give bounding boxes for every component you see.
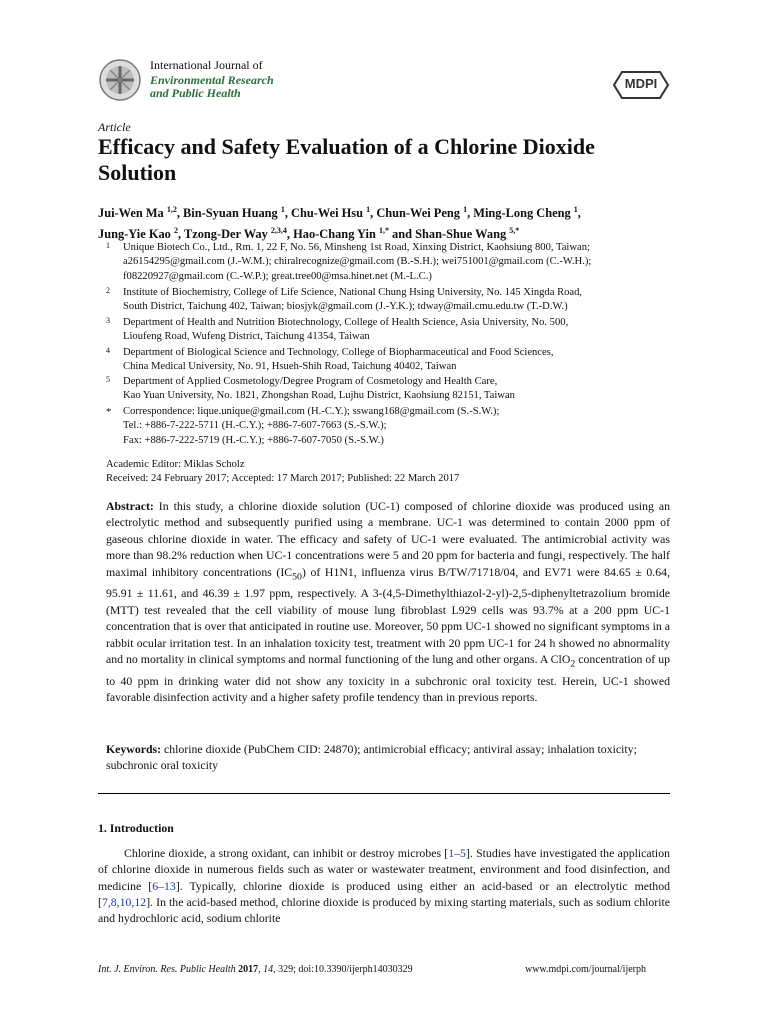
abstract-label: Abstract: <box>106 499 154 513</box>
author-name: Chun-Wei Peng <box>376 206 464 221</box>
author-separator: , <box>177 227 184 242</box>
affiliation-1 <box>98 241 678 284</box>
academic-editor: Academic Editor: Miklas Scholz <box>106 459 245 470</box>
author-separator: and <box>388 227 416 242</box>
author-affiliation-sup: 1 <box>573 205 578 214</box>
citation-link[interactable]: 7,8,10,12 <box>101 894 147 909</box>
affiliation-number: 2 <box>106 286 110 295</box>
publication-dates: Received: 24 February 2017; Accepted: 17 March 2017; Published: 22 March 2017 <box>106 473 460 484</box>
author-separator: , <box>286 227 294 242</box>
footer-citation: Int. J. Environ. Res. Public Health 2017, 14, 329; doi:10.3390/ijerph14030329 <box>98 964 413 975</box>
author-affiliation-sup: 1,2 <box>166 205 177 214</box>
abstract <box>106 498 670 706</box>
journal-name-line3: and Public Health <box>150 86 241 100</box>
article-type: Article <box>98 120 131 134</box>
body-text: Chlorine dioxide, a strong oxidant, can inhibit or destroy microbes [ <box>124 846 449 860</box>
author-name: Jung-Yie Kao <box>98 227 174 242</box>
subscript: 50 <box>292 570 302 582</box>
footer-journal-abbr: Int. J. Environ. Res. Public Health <box>98 964 236 975</box>
author-affiliation-sup: 2 <box>173 226 178 236</box>
footer-doi: , 329; doi:10.3390/ijerph14030329 <box>273 964 413 975</box>
affiliation-number: 5 <box>106 375 110 384</box>
affiliation-text <box>123 346 678 375</box>
affiliation-line: China Medical University, No. 91, Hsueh-Shih Road, Taichung 40402, Taiwan <box>123 361 457 373</box>
affiliation-line: Unique Biotech Co., Ltd., Rm. 1, 22 F, No. 56, Minsheng 1st Road, Xinxing District, Kaohsiung 800, Taiwan; <box>123 242 590 253</box>
author-affiliation-sup: 1 <box>280 205 285 214</box>
author-separator: , <box>176 206 184 221</box>
citation-link[interactable]: 6–13 <box>152 878 176 893</box>
footer-volume: 14 <box>263 964 274 975</box>
section-heading: 1. Introduction <box>98 821 174 835</box>
author-name: Ming-Long Cheng <box>473 206 574 221</box>
author-name: Chu-Wei Hsu <box>291 206 367 221</box>
mdpi-logo <box>612 70 670 100</box>
affiliation-2 <box>98 286 678 315</box>
body-text: ]. Typically, chlorine dioxide is produced using either an acid-based or an electrolytic method [ <box>98 878 670 909</box>
author-list <box>98 201 658 243</box>
article-title: Efficacy and Safety Evaluation of a Chlorine Dioxide Solution <box>98 134 595 185</box>
journal-name-line1: International Journal of <box>150 58 263 72</box>
affiliation-line: Kao Yuan University, No. 1821, Zhongshan Road, Lujhu District, Kaohsiung 82151, Taiwan <box>123 390 515 402</box>
footer-url[interactable]: www.mdpi.com/journal/ijerph <box>525 964 646 975</box>
author-separator: , <box>370 206 377 221</box>
abstract-text: ) of H1N1, influenza virus B/TW/71718/04, and EV71 were 84.65 ± 0.64, 95.91 ± 11.61, and 46.39 ± 1.97 ppm, respectively. A 3-(4,5-Dimethylthiazol-2-yl)-2,5-diphenyltetrazolium bromide (MTT) test revealed that the cell viability of mouse lung fibroblast L929 cells was 93.7% at a 200 ppm UC-1 concentration that is over that anticipated in routine use. Moreover, 50 ppm UC-1 showed no significant symptoms in a rabbit ocular irritation test. In an inhalation toxicity test, treatment with 20 ppm UC-1 for 24 h showed no abnormality and no mortality in clinical symptoms and normal functioning of the lung and other organs. A ClO <box>106 564 670 667</box>
author-name: Tzong-Der Way <box>183 227 271 242</box>
keywords <box>106 741 670 774</box>
author-name: Shan-Shue Wang <box>415 227 510 242</box>
introduction-paragraph <box>98 845 670 926</box>
author-affiliation-sup: 1,* <box>378 226 389 236</box>
affiliation-line: Correspondence: lique.unique@gmail.com (H.-C.Y.); sswang168@gmail.com (S.-S.W.); <box>123 406 500 417</box>
affiliation-line: Fax: +886-7-222-5719 (H.-C.Y.); +886-7-607-7050 (S.-S.W.) <box>123 434 384 446</box>
author-affiliation-sup: 1 <box>366 205 371 214</box>
affiliation-line: f08220927@gmail.com (C.-W.P.); great.tree00@msa.hinet.net (M.-L.C.) <box>123 270 432 282</box>
affiliation-text <box>123 241 678 284</box>
affiliation-line: Department of Applied Cosmetology/Degree Program of Cosmetology and Health Care, <box>123 376 498 387</box>
author-separator: , <box>467 206 474 221</box>
affiliation-4 <box>98 346 678 375</box>
author-name: Bin-Syuan Huang <box>183 206 281 221</box>
author-name: Jui-Wen Ma <box>98 206 167 221</box>
author-affiliation-sup: 2,3,4 <box>270 226 287 236</box>
affiliation-line: a26154295@gmail.com (J.-W.M.); chiralrecognize@gmail.com (B.-S.H.); wei751001@gmail.com (C.-W.H.); <box>123 256 592 268</box>
affiliation-number: 1 <box>106 241 110 250</box>
affiliation-number: 3 <box>106 316 110 325</box>
journal-name-line2: Environmental Research <box>150 73 274 87</box>
affiliation-5 <box>98 375 678 404</box>
abstract-text: concentration of up to 40 ppm in drinking water did not show any toxicity in a subchronic oral toxicity test. Herein, UC-1 showed favorable disinfection activity and a higher safety profile tendency than in previous reports. <box>106 652 670 705</box>
affiliation-line: Institute of Biochemistry, College of Life Science, National Chung Hsing University, No. 145 Xingda Road, <box>123 287 583 298</box>
affiliation-text <box>123 286 678 315</box>
keywords-label: Keywords: <box>106 742 162 756</box>
body-text: ]. Studies have investigated the application of chlorine dioxide in numerous fields such as water or wastewater treatment, environment and food disinfection, and medicine [ <box>98 846 670 893</box>
correspondence-marker: * <box>106 406 112 418</box>
keywords-text: chlorine dioxide (PubChem CID: 24870); antimicrobial efficacy; antiviral assay; inhalation toxicity; subchronic oral toxicity <box>106 742 637 773</box>
footer-year: 2017 <box>238 964 259 975</box>
affiliation-line: Tel.: +886-7-222-5711 (H.-C.Y.); +886-7-607-7663 (S.-S.W.); <box>123 420 387 432</box>
body-text: ]. In the acid-based method, chlorine dioxide is produced by mixing starting materials, such as sodium chlorite and hydrochloric acid, sodium chlorite <box>98 894 670 926</box>
citation-link[interactable]: 1–5 <box>448 846 466 860</box>
correspondence <box>98 405 678 448</box>
affiliation-text <box>123 375 678 404</box>
mdpi-logo-text: MDPI <box>624 76 658 91</box>
author-affiliation-sup: 1 <box>463 205 468 214</box>
author-separator: , <box>284 206 292 221</box>
affiliation-line: Department of Health and Nutrition Biotechnology, College of Health Science, Asia University, No. 500, <box>123 317 569 328</box>
abstract-text: In this study, a chlorine dioxide solution (UC-1) composed of chlorine dioxide was produced using an electrolytic method and subsequently purified using a membrane. UC-1 was determined to contain 2000 ppm of gaseous chlorine dioxide in water. The efficacy and safety of UC-1 were evaluated. The antimicrobial activity was more than 98.2% reduction when UC-1 concentrations were 5 and 20 ppm for bacteria and fungi, respectively. The half maximal inhibitory concentrations (IC <box>106 499 670 579</box>
affiliation-number: 4 <box>106 346 110 355</box>
affiliation-line: South District, Taichung 402, Taiwan; biosjyk@gmail.com (J.-Y.K.); tdway@mail.cmu.edu.tw (T.-D.W.) <box>123 301 568 313</box>
author-name: Hao-Chang Yin <box>293 227 379 242</box>
affiliation-3 <box>98 316 678 345</box>
section-divider <box>98 793 670 794</box>
journal-logo-icon <box>98 58 142 102</box>
author-separator: , <box>577 206 581 221</box>
affiliation-text <box>123 316 678 345</box>
author-affiliation-sup: 5,* <box>509 226 520 236</box>
affiliation-line: Lioufeng Road, Wufeng District, Taichung 41354, Taiwan <box>123 331 370 343</box>
subscript: 2 <box>570 658 576 670</box>
correspondence-text <box>123 405 678 448</box>
affiliation-line: Department of Biological Science and Technology, College of Biopharmaceutical and Food Sciences, <box>123 347 554 358</box>
